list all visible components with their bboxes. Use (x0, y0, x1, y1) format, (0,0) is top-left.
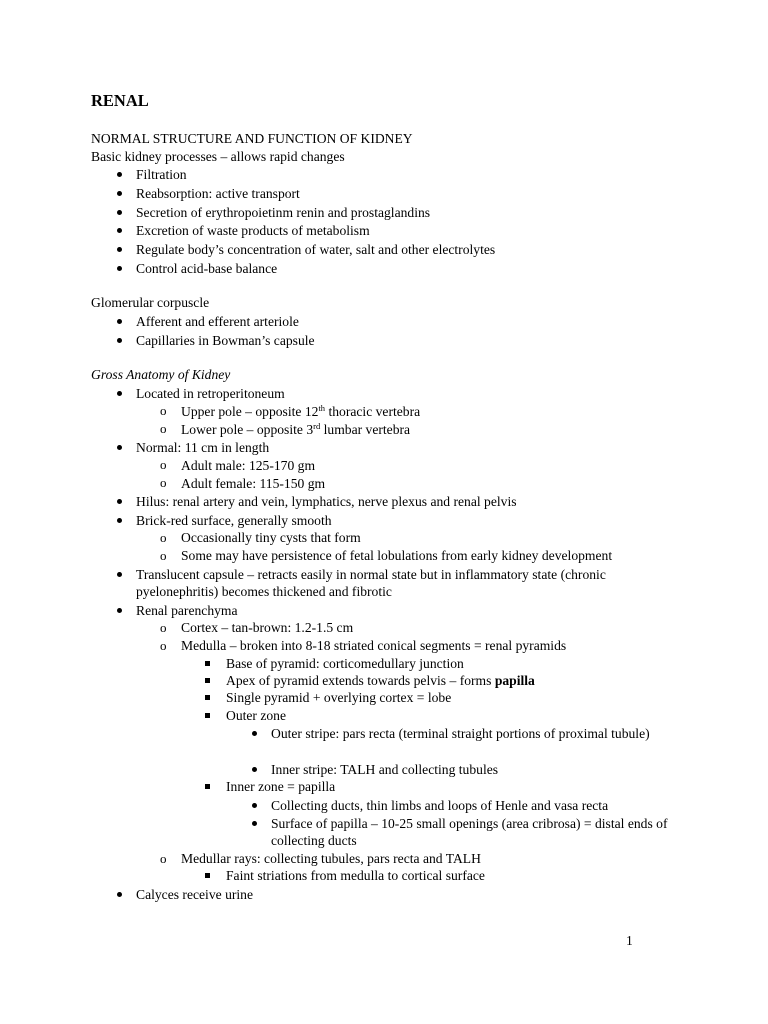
section-intro: Basic kidney processes – allows rapid changes (91, 149, 345, 164)
bullet-icon (252, 803, 257, 808)
list-item-text: Afferent and efferent arteriole (136, 314, 299, 329)
circle-bullet-icon: o (160, 475, 167, 490)
superscript: rd (313, 421, 321, 431)
bullet-icon (117, 247, 122, 252)
square-bullet-icon (205, 661, 210, 666)
list-item-text: Inner zone = papilla (226, 779, 336, 794)
list-item-text: Reabsorption: active transport (136, 186, 300, 201)
list-item-text: Normal: 11 cm in length (136, 440, 270, 455)
bullet-icon (252, 731, 257, 736)
circle-bullet-icon: o (160, 851, 167, 866)
upper-pole-text-end: thoracic vertebra (325, 404, 421, 419)
list-item-text (181, 403, 420, 420)
list-item-text: Medullar rays: collecting tubules, pars recta and TALH (181, 851, 481, 866)
circle-bullet-icon: o (160, 530, 167, 545)
list-item-text: Renal parenchyma (136, 603, 238, 618)
list-item-text: Outer zone (226, 708, 287, 723)
list-item-text: Secretion of erythropoietinm renin and prostaglandins (136, 205, 431, 220)
bullet-icon (117, 228, 122, 233)
square-bullet-icon (205, 678, 210, 683)
list-item-text: Regulate body’s concentration of water, salt and other electrolytes (136, 242, 496, 257)
list-item-text: Occasionally tiny cysts that form (181, 530, 361, 545)
list-item-text: Calyces receive urine (136, 887, 253, 902)
bullet-icon (117, 172, 122, 177)
bullet-icon (117, 608, 122, 613)
square-bullet-icon (205, 695, 210, 700)
list-item-text: Hilus: renal artery and vein, lymphatics, nerve plexus and renal pelvis (136, 494, 517, 509)
bullet-icon (117, 391, 122, 396)
list-item-text: Base of pyramid: corticomedullary junction (226, 656, 464, 671)
bullet-icon (117, 445, 122, 450)
bullet-icon (117, 266, 122, 271)
bullet-icon (117, 319, 122, 324)
lower-pole-text: Lower pole – opposite 3 (181, 422, 314, 437)
section-heading-gross-anatomy: Gross Anatomy of Kidney (91, 367, 231, 382)
list-item-text: Adult male: 125-170 gm (181, 458, 316, 473)
list-item-text: Surface of papilla – 10-25 small openings (area cribrosa) = distal ends of collecting ducts (271, 816, 668, 848)
bullet-icon (117, 338, 122, 343)
bullet-icon (117, 499, 122, 504)
list-item-text: Brick-red surface, generally smooth (136, 513, 332, 528)
circle-bullet-icon: o (160, 403, 167, 418)
circle-bullet-icon: o (160, 457, 167, 472)
apex-pyramid-text: Apex of pyramid extends towards pelvis – forms (226, 673, 495, 688)
list-item-text: Capillaries in Bowman’s capsule (136, 333, 315, 348)
upper-pole-text: Upper pole – opposite 12 (181, 404, 319, 419)
papilla-term: papilla (494, 673, 535, 688)
page-number: 1 (626, 933, 633, 948)
list-item-text: Located in retroperitoneum (136, 386, 285, 401)
square-bullet-icon (205, 784, 210, 789)
bullet-icon (252, 767, 257, 772)
list-item-text (226, 672, 535, 689)
lower-pole-text-end: lumbar vertebra (320, 422, 411, 437)
bullet-icon (117, 572, 122, 577)
list-item-text: Some may have persistence of fetal lobulations from early kidney development (181, 548, 613, 563)
circle-bullet-icon: o (160, 638, 167, 653)
section-heading-normal-structure: NORMAL STRUCTURE AND FUNCTION OF KIDNEY (91, 131, 413, 146)
circle-bullet-icon: o (160, 620, 167, 635)
bullet-icon (117, 191, 122, 196)
circle-bullet-icon: o (160, 421, 167, 436)
bullet-icon (252, 821, 257, 826)
list-item-text: Translucent capsule – retracts easily in normal state but in inflammatory state (chronic pyelonephritis) becomes thickened and fibrotic (136, 567, 606, 599)
list-item-text: Single pyramid + overlying cortex = lobe (226, 690, 452, 705)
list-item-text: Adult female: 115-150 gm (181, 476, 326, 491)
circle-bullet-icon: o (160, 548, 167, 563)
square-bullet-icon (205, 873, 210, 878)
list-item-text: Faint striations from medulla to cortical surface (226, 868, 485, 883)
list-item-text: Filtration (136, 167, 187, 182)
list-item-text: Cortex – tan-brown: 1.2-1.5 cm (181, 620, 354, 635)
list-item-text: Outer stripe: pars recta (terminal straight portions of proximal tubule) (271, 726, 650, 741)
list-item-text (181, 421, 410, 438)
superscript: th (318, 403, 326, 413)
bullet-icon (117, 518, 122, 523)
list-item-text: Inner stripe: TALH and collecting tubules (271, 762, 499, 777)
document-title: RENAL (91, 91, 149, 110)
bullet-icon (117, 210, 122, 215)
list-item-text: Control acid-base balance (136, 261, 278, 276)
square-bullet-icon (205, 713, 210, 718)
section-heading-glomerular: Glomerular corpuscle (91, 295, 210, 310)
list-item-text: Excretion of waste products of metabolism (136, 223, 370, 238)
list-item-text: Medulla – broken into 8-18 striated conical segments = renal pyramids (181, 638, 567, 653)
list-item-text: Collecting ducts, thin limbs and loops of Henle and vasa recta (271, 798, 609, 813)
bullet-icon (117, 892, 122, 897)
